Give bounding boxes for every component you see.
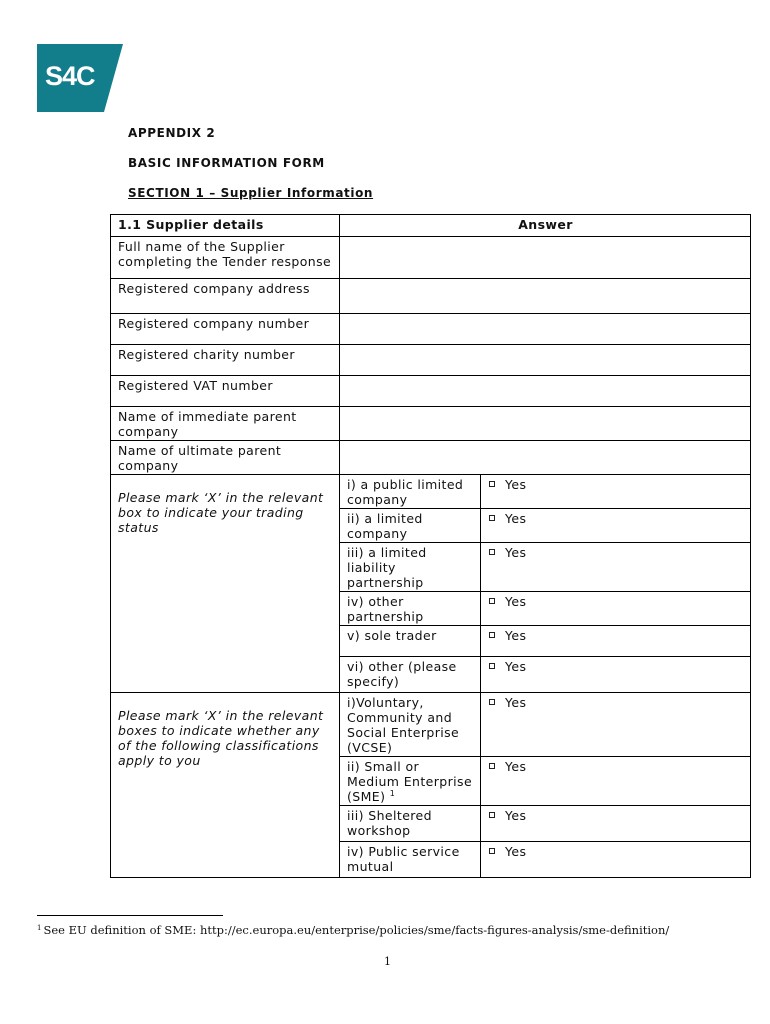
trading-option: iv) other partnership — [340, 592, 481, 626]
form-title: BASIC INFORMATION FORM — [128, 156, 325, 170]
trading-yes-checkbox[interactable] — [481, 543, 751, 592]
classification-prompt: Please mark ‘X’ in the relevant boxes to indicate whether any of the following classifications apply to you — [111, 693, 340, 878]
row-label-immediate-parent: Name of immediate parent company — [111, 407, 340, 441]
checkbox-icon — [489, 663, 495, 669]
header-supplier-details: 1.1 Supplier details — [111, 215, 340, 237]
table-row — [111, 314, 751, 345]
checkbox-icon — [489, 699, 495, 705]
yes-label: Yes — [505, 759, 527, 774]
classification-yes-checkbox[interactable] — [481, 842, 751, 878]
classification-option-sme — [340, 757, 481, 806]
answer-field-charity-number[interactable] — [340, 345, 751, 376]
appendix-heading: APPENDIX 2 — [128, 126, 216, 140]
table-row — [111, 475, 751, 509]
trading-option: ii) a limited company — [340, 509, 481, 543]
trading-yes-checkbox[interactable] — [481, 657, 751, 693]
checkbox-icon — [489, 481, 495, 487]
yes-label: Yes — [505, 511, 527, 526]
yes-label: Yes — [505, 477, 527, 492]
supplier-details-table — [110, 214, 751, 878]
classification-option: i)Voluntary, Community and Social Enterprise (VCSE) — [340, 693, 481, 757]
header-answer: Answer — [340, 215, 751, 237]
table-row — [111, 693, 751, 757]
yes-label: Yes — [505, 594, 527, 609]
row-label-charity-number: Registered charity number — [111, 345, 340, 376]
answer-field-immediate-parent[interactable] — [340, 407, 751, 441]
footnote-text: See EU definition of SME: http://ec.europa.eu/enterprise/policies/sme/facts-figures-analysis/sme-definition/ — [43, 923, 670, 937]
checkbox-icon — [489, 549, 495, 555]
table-row — [111, 279, 751, 314]
table-row — [111, 376, 751, 407]
answer-field-vat-number[interactable] — [340, 376, 751, 407]
footnote — [37, 923, 669, 937]
checkbox-icon — [489, 763, 495, 769]
row-label-vat-number: Registered VAT number — [111, 376, 340, 407]
trading-option: iii) a limited liability partnership — [340, 543, 481, 592]
section-heading: SECTION 1 – Supplier Information — [128, 186, 374, 200]
checkbox-icon — [489, 598, 495, 604]
trading-yes-checkbox[interactable] — [481, 592, 751, 626]
footnote-divider — [37, 915, 223, 916]
row-label-company-address: Registered company address — [111, 279, 340, 314]
yes-label: Yes — [505, 659, 527, 674]
table-header-row — [111, 215, 751, 237]
checkbox-icon — [489, 632, 495, 638]
yes-label: Yes — [505, 695, 527, 710]
s4c-logo — [37, 44, 123, 112]
classification-yes-checkbox[interactable] — [481, 693, 751, 757]
table-row — [111, 345, 751, 376]
sme-option-text: ii) Small or Medium Enterprise (SME) — [347, 759, 473, 804]
table-row — [111, 441, 751, 475]
trading-yes-checkbox[interactable] — [481, 475, 751, 509]
footnote-ref: 1 — [389, 789, 396, 798]
classification-option: iv) Public service mutual — [340, 842, 481, 878]
trading-option: vi) other (please specify) — [340, 657, 481, 693]
yes-label: Yes — [505, 844, 527, 859]
yes-label: Yes — [505, 545, 527, 560]
classification-yes-checkbox[interactable] — [481, 806, 751, 842]
trading-option: v) sole trader — [340, 626, 481, 657]
table-row — [111, 407, 751, 441]
footnote-marker: 1 — [37, 924, 42, 932]
row-label-ultimate-parent: Name of ultimate parent company — [111, 441, 340, 475]
checkbox-icon — [489, 848, 495, 854]
yes-label: Yes — [505, 628, 527, 643]
answer-field-company-number[interactable] — [340, 314, 751, 345]
checkbox-icon — [489, 515, 495, 521]
classification-yes-checkbox[interactable] — [481, 757, 751, 806]
answer-field-ultimate-parent[interactable] — [340, 441, 751, 475]
checkbox-icon — [489, 812, 495, 818]
row-label-full-name: Full name of the Supplier completing the Tender response — [111, 237, 340, 279]
row-label-company-number: Registered company number — [111, 314, 340, 345]
page-number: 1 — [384, 955, 391, 968]
answer-field-company-address[interactable] — [340, 279, 751, 314]
trading-option: i) a public limited company — [340, 475, 481, 509]
yes-label: Yes — [505, 808, 527, 823]
trading-yes-checkbox[interactable] — [481, 626, 751, 657]
classification-option: iii) Sheltered workshop — [340, 806, 481, 842]
table-row — [111, 237, 751, 279]
answer-field-full-name[interactable] — [340, 237, 751, 279]
logo-text: S4C — [45, 61, 95, 91]
trading-status-prompt: Please mark ‘X’ in the relevant box to indicate your trading status — [111, 475, 340, 693]
trading-yes-checkbox[interactable] — [481, 509, 751, 543]
